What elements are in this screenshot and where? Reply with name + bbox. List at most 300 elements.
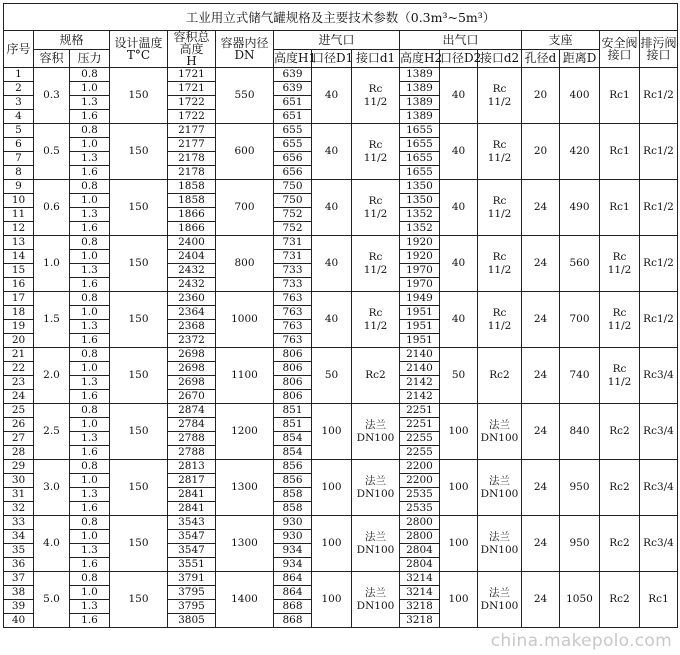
- inlet-height-cell: 930: [274, 516, 312, 530]
- pressure-cell: 0.8: [70, 68, 110, 82]
- row-number: 21: [4, 348, 34, 362]
- pressure-cell: 0.8: [70, 236, 110, 250]
- row-number: 19: [4, 320, 34, 334]
- header-inner-dia-unit: DN: [234, 48, 255, 62]
- inlet-dia-cell: 100: [312, 516, 352, 572]
- safety-valve-cell: Rc 11/2: [600, 236, 640, 292]
- inlet-height-cell: 731: [274, 236, 312, 250]
- outlet-port-cell: Rc 11/2: [478, 124, 522, 180]
- outlet-port-cell: 法兰 DN100: [478, 460, 522, 516]
- design-temp-cell: 150: [110, 292, 168, 348]
- inner-dia-cell: 1300: [216, 460, 274, 516]
- row-number: 13: [4, 236, 34, 250]
- pressure-cell: 1.6: [70, 166, 110, 180]
- outlet-height-cell: 1970: [400, 264, 440, 278]
- inlet-height-cell: 930: [274, 530, 312, 544]
- inlet-height-cell: 851: [274, 418, 312, 432]
- support-hole-cell: 24: [522, 348, 560, 404]
- inlet-height-cell: 639: [274, 68, 312, 82]
- drain-valve-cell: Rc3/4: [640, 404, 678, 460]
- outlet-height-cell: 1970: [400, 278, 440, 292]
- table-row: [4, 292, 678, 306]
- inlet-height-cell: 752: [274, 208, 312, 222]
- outlet-height-cell: 1655: [400, 152, 440, 166]
- outlet-height-cell: 2142: [400, 390, 440, 404]
- total-height-cell: 2178: [168, 152, 216, 166]
- outlet-height-cell: 2804: [400, 544, 440, 558]
- total-height-cell: 2698: [168, 348, 216, 362]
- inlet-port-cell: 法兰 DN100: [352, 404, 400, 460]
- pressure-cell: 1.3: [70, 152, 110, 166]
- outlet-dia-cell: 100: [440, 572, 478, 628]
- row-number: 14: [4, 250, 34, 264]
- inlet-dia-cell: 40: [312, 124, 352, 180]
- pressure-cell: 1.3: [70, 488, 110, 502]
- pressure-cell: 1.3: [70, 320, 110, 334]
- row-number: 26: [4, 418, 34, 432]
- pressure-cell: 1.0: [70, 530, 110, 544]
- inlet-height-cell: 934: [274, 558, 312, 572]
- table-row: [4, 348, 678, 362]
- total-height-cell: 3795: [168, 586, 216, 600]
- row-number: 38: [4, 586, 34, 600]
- outlet-height-cell: 1352: [400, 208, 440, 222]
- support-distance-cell: 840: [560, 404, 600, 460]
- safety-valve-cell: Rc 11/2: [600, 348, 640, 404]
- row-number: 5: [4, 124, 34, 138]
- row-number: 32: [4, 502, 34, 516]
- inner-dia-cell: 600: [216, 124, 274, 180]
- inner-dia-cell: 1400: [216, 572, 274, 628]
- design-temp-cell: 150: [110, 404, 168, 460]
- outlet-port-cell: 法兰 DN100: [478, 572, 522, 628]
- inlet-height-cell: 806: [274, 362, 312, 376]
- outlet-height-cell: 1951: [400, 306, 440, 320]
- header-safety-valve-label: 安全阀接口: [601, 36, 638, 62]
- inlet-height-cell: 806: [274, 376, 312, 390]
- pressure-cell: 1.0: [70, 306, 110, 320]
- row-number: 8: [4, 166, 34, 180]
- support-distance-cell: 700: [560, 292, 600, 348]
- row-number: 39: [4, 600, 34, 614]
- row-number: 10: [4, 194, 34, 208]
- outlet-height-cell: 1389: [400, 96, 440, 110]
- inlet-height-cell: 655: [274, 124, 312, 138]
- table-row: [4, 68, 678, 82]
- row-number: 4: [4, 110, 34, 124]
- safety-valve-cell: Rc1: [600, 180, 640, 236]
- pressure-cell: 1.0: [70, 418, 110, 432]
- design-temp-cell: 150: [110, 180, 168, 236]
- outlet-height-cell: 1951: [400, 320, 440, 334]
- row-number: 16: [4, 278, 34, 292]
- total-height-cell: 2400: [168, 236, 216, 250]
- outlet-height-cell: 2535: [400, 488, 440, 502]
- design-temp-cell: 150: [110, 348, 168, 404]
- support-hole-cell: 24: [522, 236, 560, 292]
- total-height-cell: 2698: [168, 362, 216, 376]
- capacity-cell: 2.0: [34, 348, 70, 404]
- header-height-h2: 高度H2: [400, 49, 440, 68]
- pressure-cell: 0.8: [70, 516, 110, 530]
- inlet-port-cell: Rc 11/2: [352, 292, 400, 348]
- inlet-height-cell: 851: [274, 404, 312, 418]
- inlet-height-cell: 733: [274, 264, 312, 278]
- inlet-height-cell: 763: [274, 320, 312, 334]
- inlet-port-cell: Rc 11/2: [352, 180, 400, 236]
- header-design-temp: [110, 31, 168, 68]
- row-number: 33: [4, 516, 34, 530]
- inner-dia-cell: 700: [216, 180, 274, 236]
- header-height-h1: 高度H1: [274, 49, 312, 68]
- pressure-cell: 1.6: [70, 558, 110, 572]
- total-height-cell: 1721: [168, 68, 216, 82]
- row-number: 9: [4, 180, 34, 194]
- inlet-port-cell: 法兰 DN100: [352, 516, 400, 572]
- safety-valve-cell: Rc2: [600, 572, 640, 628]
- total-height-cell: 2432: [168, 264, 216, 278]
- total-height-cell: 3547: [168, 544, 216, 558]
- inlet-port-cell: Rc 11/2: [352, 236, 400, 292]
- inlet-height-cell: 868: [274, 600, 312, 614]
- outlet-height-cell: 2535: [400, 502, 440, 516]
- outlet-dia-cell: 40: [440, 292, 478, 348]
- drain-valve-cell: Rc3/4: [640, 516, 678, 572]
- outlet-height-cell: 1920: [400, 236, 440, 250]
- inlet-height-cell: 651: [274, 96, 312, 110]
- inlet-dia-cell: 40: [312, 236, 352, 292]
- pressure-cell: 0.8: [70, 180, 110, 194]
- pressure-cell: 1.3: [70, 432, 110, 446]
- design-temp-cell: 150: [110, 68, 168, 124]
- outlet-dia-cell: 50: [440, 348, 478, 404]
- inlet-height-cell: 733: [274, 278, 312, 292]
- header-safety-valve: [600, 31, 640, 68]
- design-temp-cell: 150: [110, 124, 168, 180]
- pressure-cell: 1.6: [70, 110, 110, 124]
- header-dia-d1: 口径D1: [312, 49, 352, 68]
- outlet-port-cell: Rc 11/2: [478, 68, 522, 124]
- row-number: 34: [4, 530, 34, 544]
- inner-dia-cell: 1200: [216, 404, 274, 460]
- inlet-height-cell: 731: [274, 250, 312, 264]
- support-hole-cell: 24: [522, 404, 560, 460]
- design-temp-cell: 150: [110, 516, 168, 572]
- support-distance-cell: 740: [560, 348, 600, 404]
- inlet-height-cell: 750: [274, 194, 312, 208]
- capacity-cell: 3.0: [34, 460, 70, 516]
- drain-valve-cell: Rc1: [640, 572, 678, 628]
- header-design-temp-unit: T°C: [126, 48, 151, 62]
- row-number: 24: [4, 390, 34, 404]
- outlet-height-cell: 2142: [400, 376, 440, 390]
- support-distance-cell: 420: [560, 124, 600, 180]
- outlet-height-cell: 2255: [400, 432, 440, 446]
- inlet-port-cell: Rc 11/2: [352, 124, 400, 180]
- total-height-cell: 3791: [168, 572, 216, 586]
- outlet-dia-cell: 40: [440, 124, 478, 180]
- total-height-cell: 3551: [168, 558, 216, 572]
- capacity-cell: 0.3: [34, 68, 70, 124]
- total-height-cell: 3795: [168, 600, 216, 614]
- capacity-cell: 0.6: [34, 180, 70, 236]
- total-height-cell: 1722: [168, 110, 216, 124]
- table-row: [4, 460, 678, 474]
- row-number: 37: [4, 572, 34, 586]
- pressure-cell: 1.6: [70, 390, 110, 404]
- inlet-height-cell: 752: [274, 222, 312, 236]
- outlet-height-cell: 3214: [400, 572, 440, 586]
- row-number: 25: [4, 404, 34, 418]
- safety-valve-cell: Rc2: [600, 404, 640, 460]
- table-row: [4, 180, 678, 194]
- header-port-d2: 接口d2: [478, 49, 522, 68]
- design-temp-cell: 150: [110, 460, 168, 516]
- outlet-height-cell: 1949: [400, 292, 440, 306]
- outlet-dia-cell: 100: [440, 516, 478, 572]
- support-distance-cell: 950: [560, 460, 600, 516]
- outlet-dia-cell: 40: [440, 236, 478, 292]
- outlet-height-cell: 1350: [400, 180, 440, 194]
- watermark: china.makepolo.com: [490, 631, 672, 651]
- row-number: 11: [4, 208, 34, 222]
- total-height-cell: 2368: [168, 320, 216, 334]
- inner-dia-cell: 800: [216, 236, 274, 292]
- pressure-cell: 1.6: [70, 502, 110, 516]
- inlet-height-cell: 763: [274, 292, 312, 306]
- inner-dia-cell: 1100: [216, 348, 274, 404]
- pressure-cell: 1.0: [70, 138, 110, 152]
- row-number: 35: [4, 544, 34, 558]
- pressure-cell: 1.3: [70, 600, 110, 614]
- header-capacity: 容积: [34, 49, 70, 68]
- inlet-port-cell: Rc2: [352, 348, 400, 404]
- pressure-cell: 1.3: [70, 544, 110, 558]
- header-pressure: 压力: [70, 49, 110, 68]
- capacity-cell: 2.5: [34, 404, 70, 460]
- inlet-height-cell: 763: [274, 334, 312, 348]
- pressure-cell: 0.8: [70, 572, 110, 586]
- row-number: 36: [4, 558, 34, 572]
- header-outlet: 出气口: [400, 31, 522, 50]
- header-inner-dia: [216, 31, 274, 68]
- total-height-cell: 2670: [168, 390, 216, 404]
- pressure-cell: 1.3: [70, 264, 110, 278]
- inlet-height-cell: 858: [274, 488, 312, 502]
- pressure-cell: 0.8: [70, 348, 110, 362]
- header-distance-d: 距离D: [560, 49, 600, 68]
- support-distance-cell: 560: [560, 236, 600, 292]
- header-seq: 序号: [4, 31, 34, 68]
- pressure-cell: 1.6: [70, 446, 110, 460]
- total-height-cell: 2432: [168, 278, 216, 292]
- support-hole-cell: 24: [522, 292, 560, 348]
- outlet-height-cell: 2200: [400, 460, 440, 474]
- outlet-height-cell: 1920: [400, 250, 440, 264]
- header-total-height-label: 容积总高度: [173, 30, 210, 56]
- inlet-port-cell: 法兰 DN100: [352, 572, 400, 628]
- inlet-height-cell: 750: [274, 180, 312, 194]
- pressure-cell: 1.3: [70, 96, 110, 110]
- support-distance-cell: 1050: [560, 572, 600, 628]
- safety-valve-cell: Rc2: [600, 460, 640, 516]
- support-hole-cell: 24: [522, 180, 560, 236]
- inlet-dia-cell: 50: [312, 348, 352, 404]
- inlet-height-cell: 934: [274, 544, 312, 558]
- pressure-cell: 0.8: [70, 292, 110, 306]
- inlet-height-cell: 856: [274, 460, 312, 474]
- outlet-height-cell: 1352: [400, 222, 440, 236]
- design-temp-cell: 150: [110, 236, 168, 292]
- outlet-height-cell: 1655: [400, 166, 440, 180]
- pressure-cell: 1.0: [70, 362, 110, 376]
- inner-dia-cell: 1000: [216, 292, 274, 348]
- total-height-cell: 1866: [168, 222, 216, 236]
- inlet-height-cell: 639: [274, 82, 312, 96]
- support-hole-cell: 20: [522, 124, 560, 180]
- row-number: 18: [4, 306, 34, 320]
- drain-valve-cell: Rc1/2: [640, 180, 678, 236]
- header-hole-d: 孔径d: [522, 49, 560, 68]
- header-port-d1: 接口d1: [352, 49, 400, 68]
- pressure-cell: 1.0: [70, 250, 110, 264]
- capacity-cell: 1.5: [34, 292, 70, 348]
- capacity-cell: 0.5: [34, 124, 70, 180]
- pressure-cell: 1.3: [70, 208, 110, 222]
- total-height-cell: 2404: [168, 250, 216, 264]
- total-height-cell: 1858: [168, 180, 216, 194]
- total-height-cell: 1858: [168, 194, 216, 208]
- inlet-height-cell: 806: [274, 390, 312, 404]
- pressure-cell: 1.0: [70, 474, 110, 488]
- outlet-height-cell: 2804: [400, 558, 440, 572]
- pressure-cell: 1.6: [70, 334, 110, 348]
- outlet-height-cell: 1350: [400, 194, 440, 208]
- table-row: [4, 124, 678, 138]
- inlet-height-cell: 656: [274, 152, 312, 166]
- inlet-height-cell: 763: [274, 306, 312, 320]
- header-design-temp-label: 设计温度: [114, 36, 163, 50]
- table-row: [4, 404, 678, 418]
- safety-valve-cell: Rc1: [600, 124, 640, 180]
- pressure-cell: 1.0: [70, 586, 110, 600]
- total-height-cell: 2360: [168, 292, 216, 306]
- total-height-cell: 3543: [168, 516, 216, 530]
- inlet-dia-cell: 100: [312, 460, 352, 516]
- pressure-cell: 1.0: [70, 82, 110, 96]
- row-number: 28: [4, 446, 34, 460]
- row-number: 6: [4, 138, 34, 152]
- inlet-height-cell: 656: [274, 166, 312, 180]
- total-height-cell: 1721: [168, 82, 216, 96]
- outlet-height-cell: 1951: [400, 334, 440, 348]
- table-row: [4, 236, 678, 250]
- inlet-dia-cell: 100: [312, 572, 352, 628]
- outlet-port-cell: Rc 11/2: [478, 292, 522, 348]
- header-spec: 规格: [34, 31, 110, 50]
- capacity-cell: 1.0: [34, 236, 70, 292]
- inlet-height-cell: 864: [274, 572, 312, 586]
- outlet-height-cell: 1389: [400, 82, 440, 96]
- inlet-height-cell: 806: [274, 348, 312, 362]
- header-inner-dia-label: 容器内径: [220, 36, 269, 50]
- header-dia-d2: 口径D2: [440, 49, 478, 68]
- row-number: 30: [4, 474, 34, 488]
- total-height-cell: 2177: [168, 124, 216, 138]
- table-row: [4, 516, 678, 530]
- inlet-dia-cell: 40: [312, 68, 352, 124]
- header-support: 支座: [522, 31, 600, 50]
- row-number: 40: [4, 614, 34, 628]
- inlet-height-cell: 655: [274, 138, 312, 152]
- inner-dia-cell: 1300: [216, 516, 274, 572]
- spec-table: [3, 3, 678, 628]
- drain-valve-cell: Rc3/4: [640, 348, 678, 404]
- drain-valve-cell: Rc3/4: [640, 460, 678, 516]
- header-drain-valve-label: 排污阀接口: [640, 36, 677, 62]
- row-number: 17: [4, 292, 34, 306]
- outlet-port-cell: Rc 11/2: [478, 180, 522, 236]
- pressure-cell: 1.6: [70, 278, 110, 292]
- row-number: 27: [4, 432, 34, 446]
- inlet-dia-cell: 100: [312, 404, 352, 460]
- inlet-height-cell: 854: [274, 446, 312, 460]
- total-height-cell: 2841: [168, 502, 216, 516]
- total-height-cell: 2841: [168, 488, 216, 502]
- pressure-cell: 0.8: [70, 404, 110, 418]
- outlet-height-cell: 3214: [400, 586, 440, 600]
- inlet-dia-cell: 40: [312, 292, 352, 348]
- outlet-height-cell: 2200: [400, 474, 440, 488]
- outlet-height-cell: 1389: [400, 68, 440, 82]
- safety-valve-cell: Rc1: [600, 68, 640, 124]
- outlet-height-cell: 2255: [400, 446, 440, 460]
- outlet-dia-cell: 100: [440, 404, 478, 460]
- row-number: 20: [4, 334, 34, 348]
- inlet-height-cell: 854: [274, 432, 312, 446]
- outlet-height-cell: 1389: [400, 110, 440, 124]
- pressure-cell: 1.6: [70, 222, 110, 236]
- outlet-height-cell: 1655: [400, 138, 440, 152]
- outlet-dia-cell: 40: [440, 180, 478, 236]
- total-height-cell: 2372: [168, 334, 216, 348]
- outlet-height-cell: 3218: [400, 600, 440, 614]
- outlet-port-cell: Rc 11/2: [478, 236, 522, 292]
- pressure-cell: 1.0: [70, 194, 110, 208]
- table-row: [4, 572, 678, 586]
- outlet-dia-cell: 40: [440, 68, 478, 124]
- total-height-cell: 2817: [168, 474, 216, 488]
- total-height-cell: 2698: [168, 376, 216, 390]
- support-hole-cell: 24: [522, 516, 560, 572]
- row-number: 2: [4, 82, 34, 96]
- drain-valve-cell: Rc1/2: [640, 68, 678, 124]
- total-height-cell: 3547: [168, 530, 216, 544]
- table-title: 工业用立式储气罐规格及主要技术参数（0.3m³~5m³）: [4, 4, 678, 31]
- support-hole-cell: 24: [522, 572, 560, 628]
- row-number: 29: [4, 460, 34, 474]
- support-hole-cell: 24: [522, 460, 560, 516]
- total-height-cell: 3805: [168, 614, 216, 628]
- outlet-height-cell: 2140: [400, 362, 440, 376]
- outlet-port-cell: 法兰 DN100: [478, 404, 522, 460]
- inner-dia-cell: 550: [216, 68, 274, 124]
- header-inlet: 进气口: [274, 31, 400, 50]
- pressure-cell: 0.8: [70, 460, 110, 474]
- outlet-height-cell: 1655: [400, 124, 440, 138]
- outlet-port-cell: Rc2: [478, 348, 522, 404]
- inlet-height-cell: 868: [274, 614, 312, 628]
